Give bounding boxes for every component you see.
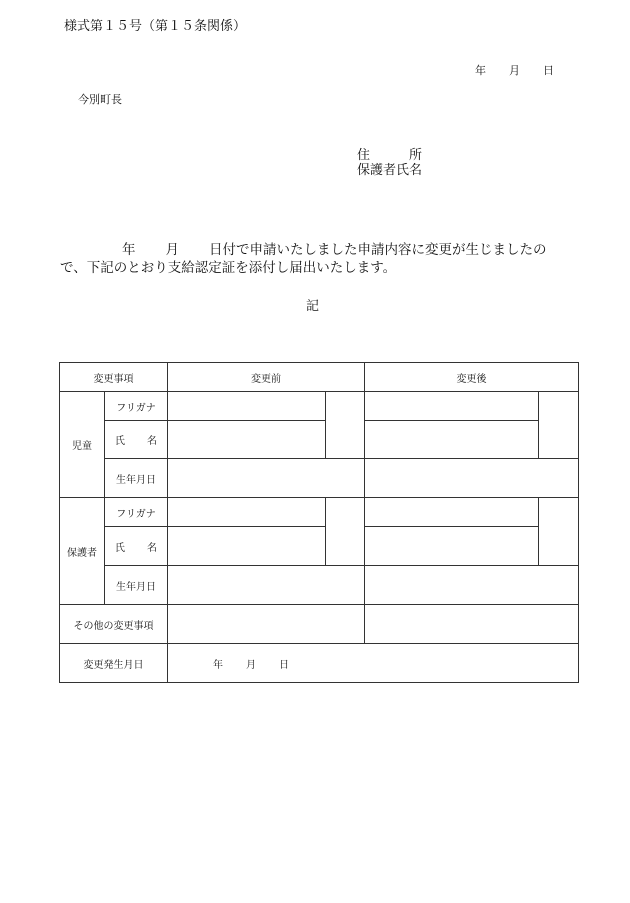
- change-form-table: [59, 362, 579, 683]
- other-changes-before[interactable]: [168, 605, 365, 644]
- change-date-month: 月: [246, 659, 256, 671]
- header-row: [60, 363, 579, 392]
- submission-date: [475, 62, 554, 78]
- child-birthdate-row: [60, 459, 579, 498]
- header-before: 変更前: [168, 363, 365, 392]
- guardian-name-before[interactable]: [168, 527, 326, 566]
- date-day: 日: [543, 64, 554, 77]
- child-birthdate-after[interactable]: [365, 459, 579, 498]
- notice-body: [60, 241, 570, 277]
- change-date-label: 変更発生月日: [60, 644, 168, 683]
- guardian-birthdate-after[interactable]: [365, 566, 579, 605]
- guardian-after-side-cell[interactable]: [539, 498, 579, 566]
- child-name-after[interactable]: [365, 421, 539, 459]
- guardian-birthdate-before[interactable]: [168, 566, 365, 605]
- date-month: 月: [509, 64, 520, 77]
- other-changes-row: [60, 605, 579, 644]
- header-after: 変更後: [365, 363, 579, 392]
- body-text: 日付で申請いたしました申請内容に変更が生じましたので、下記のとおり支給認定証を添付し届出いたします。: [60, 242, 547, 276]
- other-changes-label: その他の変更事項: [60, 605, 168, 644]
- ki-heading: 記: [306, 299, 320, 314]
- guardian-furigana-label: フリガナ: [105, 498, 168, 527]
- guardian-furigana-after[interactable]: [365, 498, 539, 527]
- child-birthdate-before[interactable]: [168, 459, 365, 498]
- child-name-before[interactable]: [168, 421, 326, 459]
- body-month: 月: [165, 242, 179, 258]
- address-label: 住 所: [357, 148, 423, 163]
- date-year: 年: [475, 64, 486, 77]
- guardian-name-after[interactable]: [365, 527, 539, 566]
- guardian-birthdate-row: [60, 566, 579, 605]
- change-date-row: [60, 644, 579, 683]
- child-furigana-before[interactable]: [168, 392, 326, 421]
- guardian-name-label-cell: 氏 名: [105, 527, 168, 566]
- child-before-side-cell[interactable]: [326, 392, 365, 459]
- guardian-furigana-before[interactable]: [168, 498, 326, 527]
- guardian-name-label: 保護者氏名: [357, 163, 423, 178]
- child-furigana-row: [60, 392, 579, 421]
- body-year: 年: [122, 242, 136, 258]
- other-changes-after[interactable]: [365, 605, 579, 644]
- child-birthdate-label: 生年月日: [105, 459, 168, 498]
- child-name-row: [60, 421, 579, 459]
- addressee: 今別町長: [78, 93, 122, 106]
- child-name-label: 氏 名: [105, 421, 168, 459]
- change-date-field[interactable]: [168, 644, 579, 683]
- guardian-birthdate-label: 生年月日: [105, 566, 168, 605]
- change-date-year: 年: [213, 659, 223, 671]
- child-label: 児童: [60, 392, 105, 498]
- child-furigana-after[interactable]: [365, 392, 539, 421]
- guardian-before-side-cell[interactable]: [326, 498, 365, 566]
- child-after-side-cell[interactable]: [539, 392, 579, 459]
- change-date-day: 日: [279, 659, 289, 671]
- guardian-label: 保護者: [60, 498, 105, 605]
- child-furigana-label: フリガナ: [105, 392, 168, 421]
- guardian-name-row: [60, 527, 579, 566]
- guardian-furigana-row: [60, 498, 579, 527]
- form-number: 様式第１５号（第１５条関係）: [64, 19, 247, 34]
- header-item: 変更事項: [60, 363, 168, 392]
